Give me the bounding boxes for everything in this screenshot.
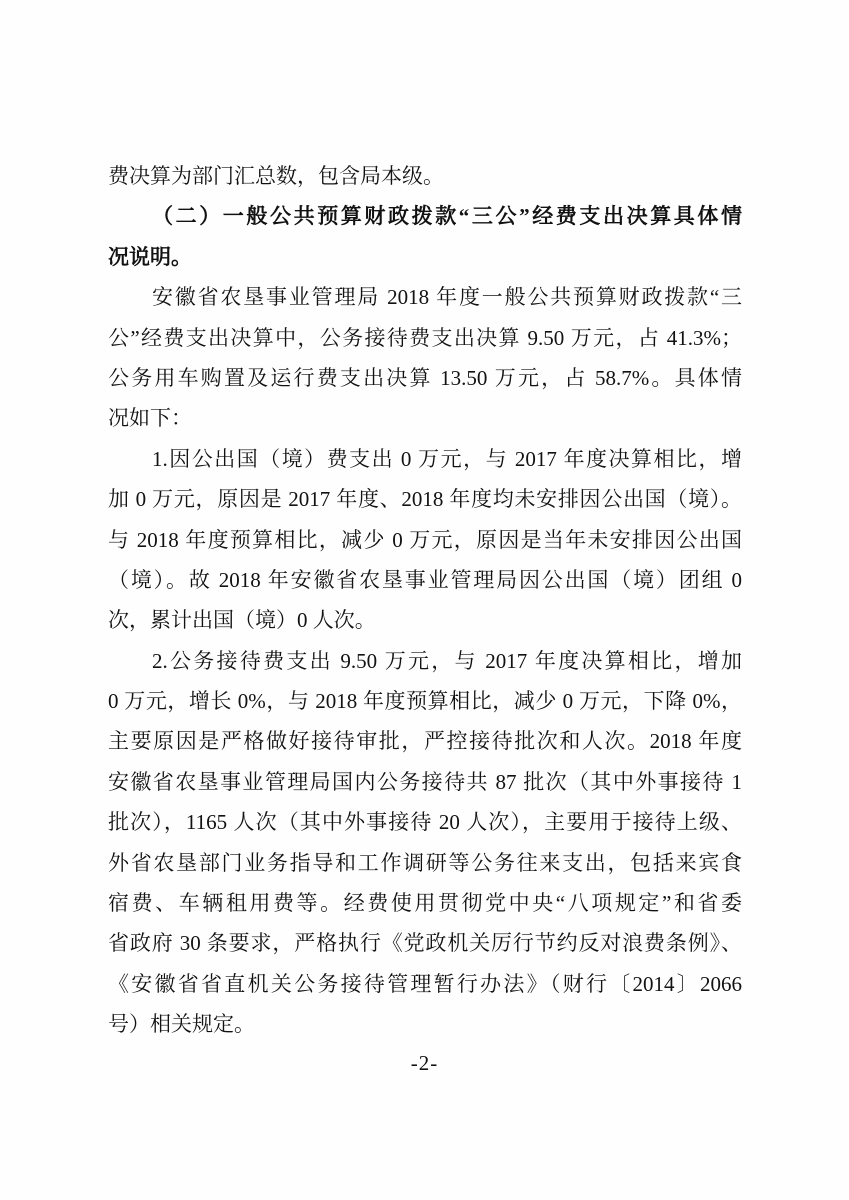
text-line: 安徽省农垦事业管理局国内公务接待共 87 批次（其中外事接待 1 — [108, 769, 742, 794]
page-number: -2- — [410, 1051, 439, 1075]
text-line: 次，累计出国（境）0 人次。 — [108, 608, 376, 633]
text-line: 主要原因是严格做好接待审批，严控接待批次和人次。2018 年度 — [108, 729, 742, 754]
text-line: 公务用车购置及运行费支出决算 13.50 万元，占 58.7%。具体情 — [108, 365, 742, 390]
text-line: 公”经费支出决算中，公务接待费支出决算 9.50 万元，占 41.3%； — [108, 325, 742, 350]
text-line: 1.因公出国（境）费支出 0 万元，与 2017 年度决算相比，增 — [152, 446, 742, 471]
text-line: 费决算为部门汇总数，包含局本级。 — [108, 164, 444, 188]
text-line: （境）。故 2018 年安徽省农垦事业管理局因公出国（境）团组 0 — [108, 567, 742, 592]
text-line: 号）相关规定。 — [108, 1012, 255, 1037]
document-body — [108, 156, 742, 1045]
text-line: 加 0 万元，原因是 2017 年度、2018 年度均未安排因公出国（境）。 — [108, 487, 742, 512]
text-line: 2.公务接待费支出 9.50 万元，与 2017 年度决算相比，增加 — [152, 648, 742, 673]
text-line: 况如下： — [108, 406, 192, 431]
text-line: 0 万元，增长 0%，与 2018 年度预算相比，减少 0 万元，下降 0%， — [108, 689, 742, 714]
section-heading-line: 况说明。 — [108, 244, 192, 269]
text-line: 安徽省农垦事业管理局 2018 年度一般公共预算财政拨款“三 — [152, 285, 742, 310]
text-line: 《安徽省省直机关公务接待管理暂行办法》（财行〔2014〕2066 — [108, 971, 742, 996]
text-line: 与 2018 年度预算相比，减少 0 万元，原因是当年未安排因公出国 — [108, 527, 742, 552]
text-line: 批次），1165 人次（其中外事接待 20 人次），主要用于接待上级、 — [108, 810, 742, 835]
text-line: 宿费、车辆租用费等。经费使用贯彻党中央“八项规定”和省委 — [108, 891, 742, 916]
text-line: 外省农垦部门业务指导和工作调研等公务往来支出，包括来宾食 — [108, 850, 742, 875]
section-heading-line: （二）一般公共预算财政拨款“三公”经费支出决算具体情 — [152, 204, 742, 229]
text-line: 省政府 30 条要求，严格执行《党政机关厉行节约反对浪费条例》、 — [108, 931, 742, 956]
